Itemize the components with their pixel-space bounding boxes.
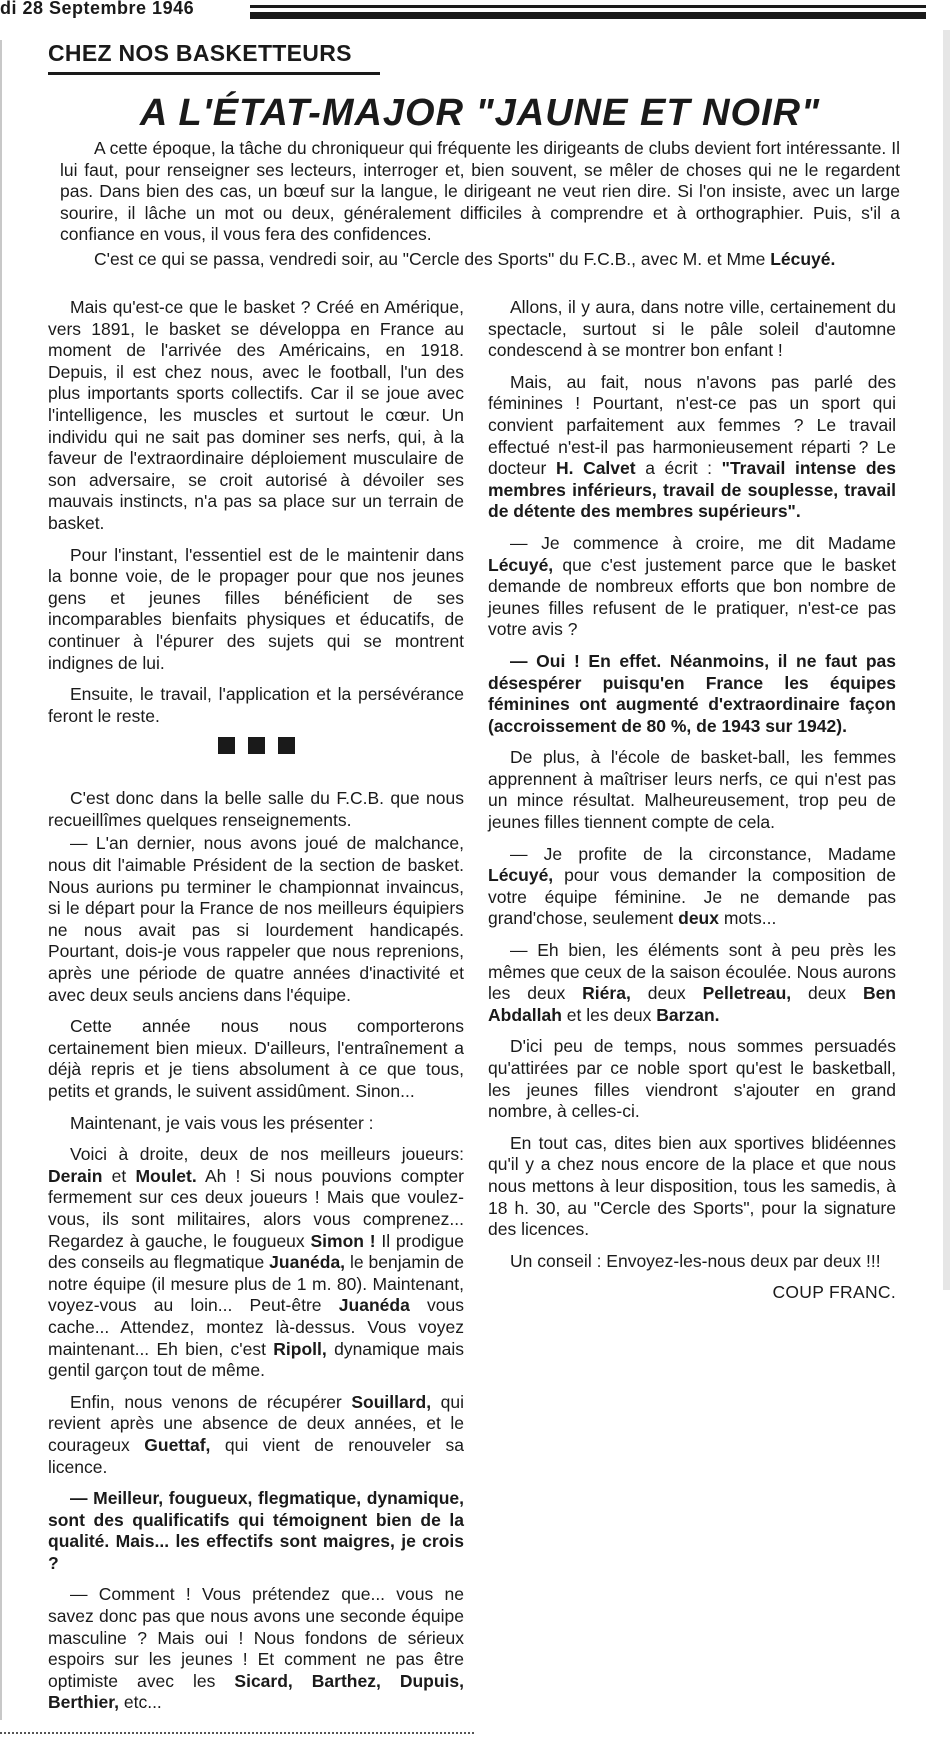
interviewer-answer: — Oui ! En effet. Néanmoins, il ne faut pas désespérer puisqu'en France les équipes féminines ont augmenté d'extraordinaire façon (accroissement de 80 %, de 1943 sur 1942). [488, 650, 896, 736]
square-ornament-icon [248, 737, 265, 754]
paragraph: Un conseil : Envoyez-les-nous deux par deux !!! [510, 1250, 881, 1271]
paragraph: Allons, il y aura, dans notre ville, certainement du spectacle, surtout si le pâle soleil d'automne condescend à se montrer bon enfant ! [488, 297, 896, 361]
paragraph [488, 940, 896, 1026]
paragraph [488, 844, 896, 930]
player-name: Guettaf, [144, 1434, 211, 1455]
text: mots... [718, 908, 777, 929]
paragraph: D'ici peu de temps, nous sommes persuadés qu'attirées par ce noble sport qu'est le basketball, les jeunes filles viendront s'ajouter en grand nombre, à celles-ci. [488, 1036, 896, 1122]
emphasis: deux [678, 908, 719, 929]
quotation: "Travail intense des membres inférieurs, travail de souplesse, travail de détente des membres supérieurs". [488, 458, 897, 522]
player-name: Pelletreau, [702, 983, 792, 1004]
interviewer-question: — Meilleur, fougueux, flegmatique, dynamique, sont des qualificatifs qui témoignent bien de la qualité. Mais... les effectifs sont maigres, je crois ? [48, 1488, 464, 1573]
square-ornament-icon [218, 737, 235, 754]
text: vous cache... Attendez, montez là-dessus. Vous voyez maintenant... Eh bien, c'est [48, 1295, 465, 1359]
page-edge-shade [943, 30, 950, 1290]
section-kicker: CHEZ NOS BASKETTEURS [48, 40, 352, 66]
text: Il prodigue des conseils au flegmatique [48, 1230, 464, 1273]
paragraph: Ensuite, le travail, l'application et la persévérance feront le reste. [48, 684, 464, 726]
intro-paragraphs [60, 138, 900, 274]
dateline: di 28 Septembre 1946 [0, 0, 195, 18]
person-name: Lécuyé, [488, 865, 554, 886]
kicker-underline [48, 72, 380, 75]
paragraph: C'est donc dans la belle salle du F.C.B. que nous recueillîmes quelques renseignements. [48, 788, 464, 830]
paragraph [488, 533, 896, 641]
player-name: Souillard, [351, 1391, 432, 1412]
text: pour vous demander la composition de votre équipe féminine. Je ne demande pas grand'chose, seulement [488, 865, 896, 929]
text: qui vient de renouveler sa licence. [48, 1434, 464, 1477]
person-name: Lécuyé. [770, 248, 836, 269]
player-name: Simon ! [310, 1230, 376, 1251]
player-name: Derain [48, 1165, 103, 1186]
section-break-ornament [48, 737, 464, 754]
paragraph: Mais qu'est-ce que le basket ? Créé en Amérique, vers 1891, le basket se développa en France au moment de l'arrivée des Américains, en 1918. Depuis, il est chez nous, avec le football, l'un des plus importants sports collectifs. Car il se joue avec l'intelligence, les muscles et surtout le cœur. Un individu qui ne sait pas dominer ses nerfs, qui, à la faveur de l'extraordinaire déploiement musculaire de son adversaire, se croit autorisé à dévoiler ses mauvais instincts, n'a pas sa place sur un terrain de basket. [48, 297, 464, 533]
text: le benjamin de notre équipe (il mesure plus de 1 m. 80). Maintenant, voyez-vous au loin... Peut-être [48, 1252, 464, 1316]
text: qui revient après une absence de deux années, et le courageux [48, 1391, 464, 1455]
square-ornament-icon [278, 737, 295, 754]
player-names: Sicard, Barthez, Dupuis, Berthier, [48, 1670, 464, 1713]
left-column [48, 297, 464, 1724]
text: que c'est justement parce que le basket demande de nombreux efforts que bon nombre de jeunes filles refusent de le pratiquer, n'est-ce pas votre avis ? [488, 554, 896, 640]
paragraph: Cette année nous nous comporterons certainement bien mieux. D'ailleurs, l'entraînement a déjà repris et je tiens absolument à ce que tous, petits et grands, le suivent assidûment. Sinon... [48, 1016, 464, 1101]
player-name: Ripoll, [273, 1338, 327, 1359]
intro-text: C'est ce qui se passa, vendredi soir, au "Cercle des Sports" du F.C.B., avec M. et Mme [94, 248, 771, 269]
text: et [102, 1165, 136, 1186]
text: — Comment ! Vous prétendez que... vous ne savez donc pas que nous avons une seconde équipe masculine ? Mais oui ! Nous fondons de sérieux espoirs sur les jeunes ! Et comment ne pas être optimiste avec les [48, 1584, 464, 1691]
text: Enfin, nous venons de récupérer [70, 1391, 352, 1412]
player-name: Juanéda, [269, 1252, 346, 1273]
text: Mais, au fait, nous n'avons pas parlé des féminines ! Pourtant, n'est-ce pas un sport qui convient parfaitement aux femmes ? Le travail effectué n'est-il pas harmonieusement réparti ? Le docteur [488, 371, 896, 479]
text: Voici à droite, deux de nos meilleurs joueurs: [70, 1144, 464, 1165]
player-name: Barzan. [656, 1004, 720, 1025]
text: — Eh bien, les éléments sont à peu près les mêmes que ceux de la saison écoulée. Nous aurons les deux [488, 940, 896, 1004]
paragraph: En tout cas, dites bien aux sportives blidéennes qu'il y a chez nous encore de la place et que nous nous mettons à leur disposition, tous les samedis, à 18 h. 30, au "Cercle des Sports", pour la signature des licences. [488, 1132, 896, 1240]
player-name: Riéra, [582, 983, 631, 1004]
player-name: Juanéda [338, 1295, 410, 1316]
column-bottom-rule [0, 1732, 474, 1734]
page-edge-rule [0, 40, 2, 1720]
player-name: Moulet. [135, 1165, 197, 1186]
paragraph [488, 372, 896, 523]
text: Ah ! Si nous pouvions compter fermement sur ces deux joueurs ! Mais que voulez-vous, ils sont militaires, alors vous comprenez... Regardez à gauche, le fougueux [48, 1165, 464, 1251]
text: — Je profite de la circonstance, Madame [510, 843, 896, 864]
person-name: Lécuyé, [488, 554, 554, 575]
text: deux [791, 983, 863, 1004]
paragraph: De plus, à l'école de basket-ball, les femmes apprennent à maîtriser leurs nerfs, ce qui n'est pas un mince résultat. Malheureusement, trop peu de jeunes filles tiennent compte de cela. [488, 747, 896, 833]
text: et les deux [561, 1004, 657, 1025]
headline: A L'ÉTAT-MAJOR "JAUNE ET NOIR" [139, 92, 821, 134]
paragraph: Pour l'instant, l'essentiel est de le maintenir dans la bonne voie, de le propager pour que nos jeunes gens et jeunes filles bénéficient de ses incomparables bienfaits physiques et éducatifs, de continuer à l'épurer des sujets qui se montrent indignes de lui. [48, 544, 464, 673]
text: deux [630, 983, 703, 1004]
intro-paragraph: A cette époque, la tâche du chroniqueur qui fréquente les dirigeants de clubs devient fort intéressante. Il lui faut, pour renseigner ses lecteurs, interroger et, bien souvent, se mêler de choses qui ne le regardent pas. Dans bien des cas, un bœuf sur la langue, le dirigeant ne veut rien dire. Si l'on insiste, avec un large sourire, il lâche un mot ou deux, généralement difficiles à comprendre et à orthographier. Puis, s'il a confiance en vous, il vous fera des confidences. [60, 138, 900, 245]
paragraph: Maintenant, je vais vous les présenter : [70, 1112, 374, 1133]
player-name: Ben Abdallah [488, 983, 896, 1025]
intro-paragraph [60, 249, 900, 271]
person-name: H. Calvet [555, 458, 636, 479]
right-column [488, 297, 896, 1314]
text: a écrit : [635, 458, 722, 479]
paragraph [48, 1392, 464, 1478]
header-rule [250, 5, 926, 19]
text: — Je commence à croire, me dit Madame [510, 532, 896, 553]
text: dynamique mais gentil garçon tout de même. [48, 1338, 464, 1381]
text: etc... [119, 1692, 162, 1713]
paragraph: — L'an dernier, nous avons joué de malchance, nous dit l'aimable Président de la section de basket. Nous aurions pu terminer le championnat invaincus, si le départ pour la France de nos meilleurs équipiers ne nous avait pas si lourdement handicapés. Pourtant, dois-je vous rappeler que nous reprenions, après une période de quatre années d'inactivité et avec deux seuls anciens dans l'équipe. [48, 833, 464, 1005]
paragraph [48, 1144, 464, 1382]
author-signature: COUP FRANC. [772, 1282, 896, 1303]
paragraph [48, 1584, 464, 1714]
